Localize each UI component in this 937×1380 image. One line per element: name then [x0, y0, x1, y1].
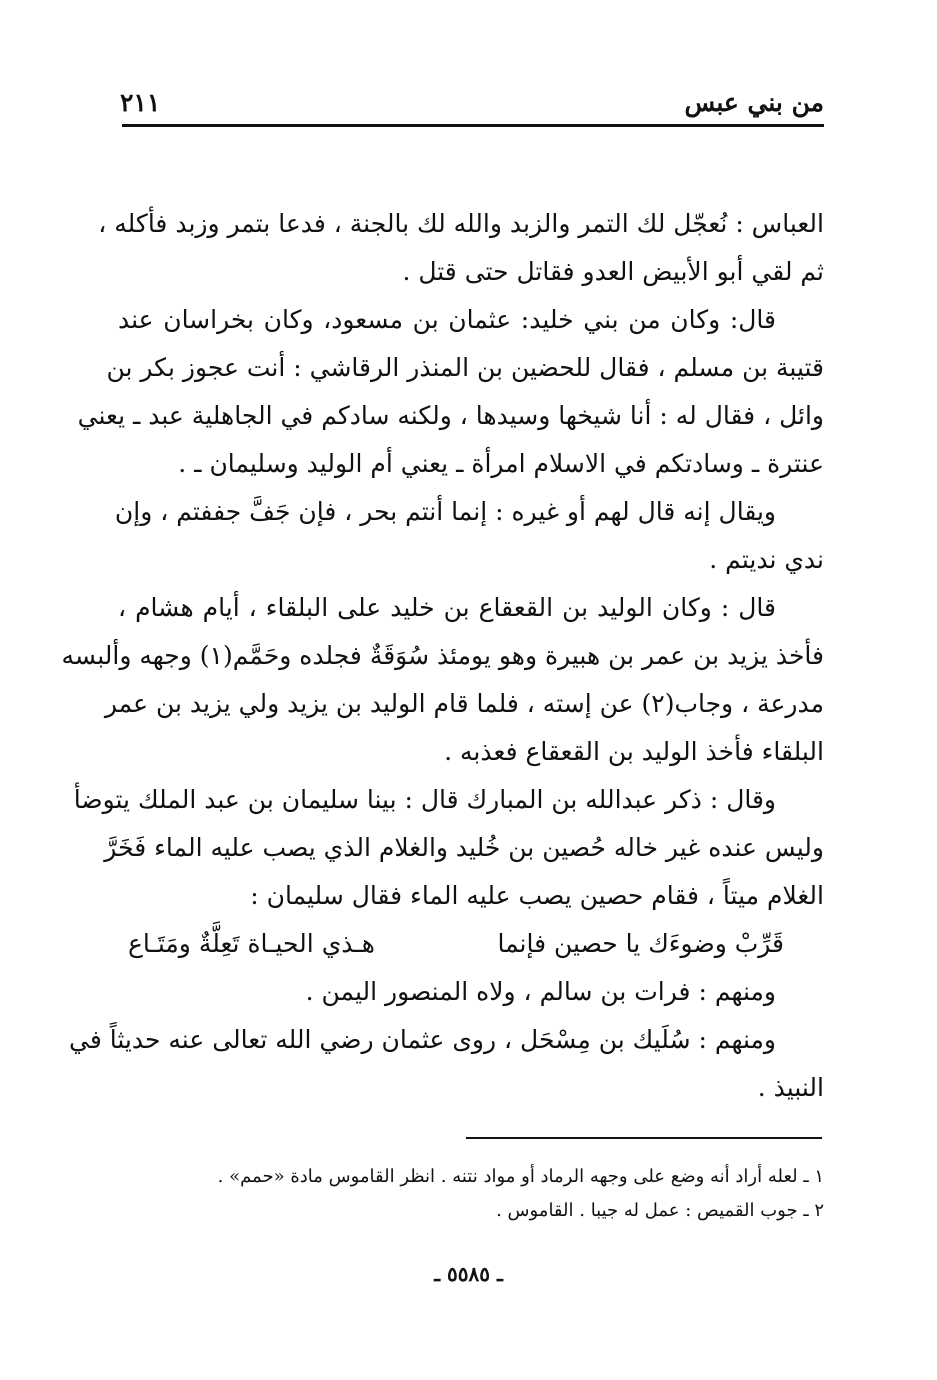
text-line: ندي نديتم . — [709, 545, 824, 574]
poem-verse — [118, 920, 824, 968]
text-line: وليس عنده غير خاله حُصين بن خُليد والغلام الذي يصب عليه الماء فَخَرَّ — [104, 833, 824, 862]
text-line: ومنهم : فرات بن سالم ، ولاه المنصور اليمن . — [305, 977, 776, 1006]
text-line: ويقال إنه قال لهم أو غيره : إنما أنتم بحر ، فإن جَفَّ جففتم ، وإن — [114, 497, 776, 526]
running-header — [120, 84, 824, 126]
page-number: ـ ٥٥٨٥ ـ — [434, 1262, 503, 1286]
text-line: وقال : ذكر عبدالله بن المبارك قال : بينا سليمان بن عبد الملك يتوضأ — [73, 785, 776, 814]
footnotes — [118, 1160, 824, 1228]
header-title: من بني عبس — [684, 88, 824, 117]
text-line: البلقاء فأخذ الوليد بن القعقاع فعذبه . — [444, 737, 824, 766]
footnote-2: ٢ ـ جوب القميص : عمل له جيبا . القاموس . — [496, 1200, 824, 1221]
text-line: عنترة ـ وسادتكم في الاسلام امرأة ـ يعني أم الوليد وسليمان ـ . — [178, 449, 824, 478]
header-page-number: ٢١١ — [120, 88, 161, 117]
text-line: العباس : نُعجّل لك التمر والزبد والله لك بالجنة ، فدعا بتمر وزبد فأكله ، — [98, 209, 824, 238]
text-line: قتيبة بن مسلم ، فقال للحضين بن المنذر الرقاشي : أنت عجوز بكر بن — [106, 353, 824, 382]
text-line: فأخذ يزيد بن عمر بن هبيرة وهو يومئذ سُوَقَةٌ فجلده وحَمَّم(١) وجهه وألبسه — [61, 641, 824, 670]
poem-first-hemistich: قَرِّبْ وضوءَك يا حصين فإنما — [497, 929, 784, 958]
header-rule — [122, 124, 824, 127]
main-text — [61, 200, 824, 1112]
text-line: ومنهم : سُلَيك بن مِسْحَل ، روى عثمان رضي الله تعالى عنه حديثاً في — [69, 1025, 776, 1054]
footnote-rule — [466, 1137, 822, 1139]
text-line: مدرعة ، وجاب(٢) عن إسته ، فلما قام الوليد بن يزيد ولي يزيد بن عمر — [104, 689, 824, 718]
poem-second-hemistich: هـذي الحيـاة تَعِلَّةٌ ومَتَـاع — [128, 929, 375, 958]
text-line: قال: وكان من بني خليد: عثمان بن مسعود، وكان بخراسان عند — [118, 305, 776, 334]
text-line: الغلام ميتاً ، فقام حصين يصب عليه الماء فقال سليمان : — [250, 881, 824, 910]
text-line: ثم لقي أبو الأبيض العدو فقاتل حتى قتل . — [402, 257, 824, 286]
text-line: وائل ، فقال له : أنا شيخها وسيدها ، ولكنه سادكم في الجاهلية عبد ـ يعني — [77, 401, 824, 430]
text-line: النبيذ . — [757, 1073, 824, 1102]
footnote-1: ١ ـ لعله أراد أنه وضع على وجهه الرماد أو مواد نتنه . انظر القاموس مادة «حمم» . — [217, 1166, 824, 1187]
text-line: قال : وكان الوليد بن القعقاع بن خليد على البلقاء ، أيام هشام ، — [118, 593, 776, 622]
